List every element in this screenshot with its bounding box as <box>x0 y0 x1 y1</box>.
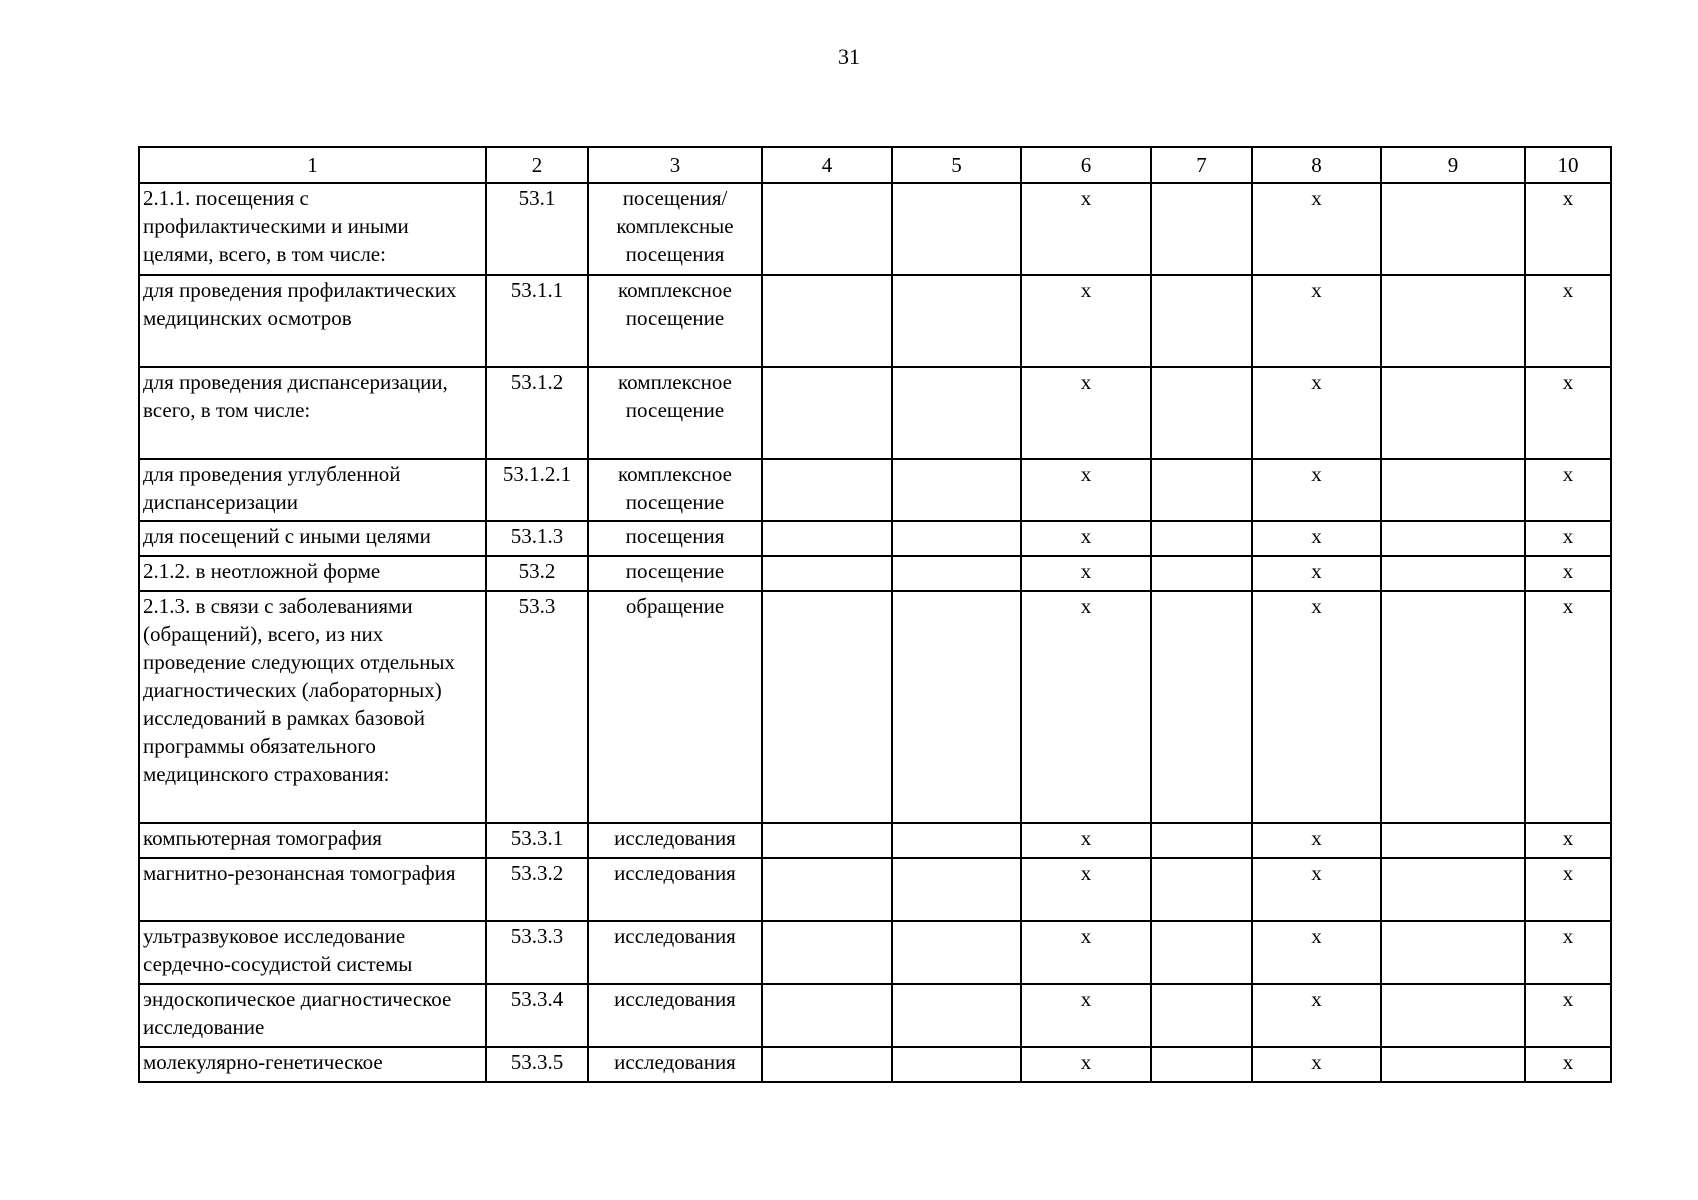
table-row <box>139 1047 1611 1082</box>
x-cell: х <box>1525 367 1611 459</box>
empty-cell <box>1381 823 1525 858</box>
empty-cell <box>892 1047 1021 1082</box>
table-row <box>139 183 1611 275</box>
table-row <box>139 823 1611 858</box>
x-cell: х <box>1252 984 1381 1047</box>
empty-cell <box>1151 823 1252 858</box>
row-name-cell: компьютерная томография <box>139 823 486 858</box>
x-cell: х <box>1525 823 1611 858</box>
row-code-cell: 53.3.2 <box>486 858 588 921</box>
empty-cell <box>1381 556 1525 591</box>
row-code-cell: 53.2 <box>486 556 588 591</box>
empty-cell <box>892 984 1021 1047</box>
row-code-cell: 53.3.1 <box>486 823 588 858</box>
x-cell: х <box>1525 591 1611 823</box>
row-name-cell: для проведения диспансеризации, всего, в том числе: <box>139 367 486 459</box>
x-cell: х <box>1252 556 1381 591</box>
empty-cell <box>892 367 1021 459</box>
row-name-cell: магнитно-резонансная томография <box>139 858 486 921</box>
empty-cell <box>892 521 1021 556</box>
empty-cell <box>762 521 892 556</box>
x-cell: х <box>1252 1047 1381 1082</box>
row-name-cell: молекулярно-генетическое <box>139 1047 486 1082</box>
x-cell: х <box>1525 858 1611 921</box>
empty-cell <box>762 823 892 858</box>
empty-cell <box>1381 183 1525 275</box>
x-cell: х <box>1252 367 1381 459</box>
header-cell: 1 <box>139 147 486 183</box>
header-cell: 6 <box>1021 147 1151 183</box>
row-code-cell: 53.3.3 <box>486 921 588 984</box>
row-code-cell: 53.1 <box>486 183 588 275</box>
header-row <box>139 147 1611 183</box>
empty-cell <box>762 556 892 591</box>
row-unit-cell: посещение <box>588 556 762 591</box>
row-code-cell: 53.1.1 <box>486 275 588 367</box>
row-code-cell: 53.3 <box>486 591 588 823</box>
x-cell: х <box>1252 591 1381 823</box>
row-unit-cell: исследования <box>588 1047 762 1082</box>
x-cell: х <box>1021 183 1151 275</box>
row-unit-cell: посещения <box>588 521 762 556</box>
row-unit-cell: обращение <box>588 591 762 823</box>
empty-cell <box>1151 521 1252 556</box>
empty-cell <box>892 823 1021 858</box>
row-name-cell: для проведения профилактических медицинских осмотров <box>139 275 486 367</box>
header-cell: 7 <box>1151 147 1252 183</box>
empty-cell <box>1151 275 1252 367</box>
x-cell: х <box>1252 921 1381 984</box>
x-cell: х <box>1021 275 1151 367</box>
row-name-cell: эндоскопическое диагностическое исследование <box>139 984 486 1047</box>
header-cell: 5 <box>892 147 1021 183</box>
x-cell: х <box>1021 521 1151 556</box>
empty-cell <box>762 984 892 1047</box>
x-cell: х <box>1252 521 1381 556</box>
empty-cell <box>1381 858 1525 921</box>
table-row <box>139 459 1611 521</box>
row-unit-cell: посещения/ комплексные посещения <box>588 183 762 275</box>
header-cell: 2 <box>486 147 588 183</box>
empty-cell <box>762 921 892 984</box>
x-cell: х <box>1021 367 1151 459</box>
row-unit-cell: исследования <box>588 984 762 1047</box>
row-unit-cell: комплексное посещение <box>588 459 762 521</box>
x-cell: х <box>1021 858 1151 921</box>
x-cell: х <box>1021 823 1151 858</box>
page-number: 31 <box>838 44 860 69</box>
x-cell: х <box>1021 921 1151 984</box>
x-cell: х <box>1525 521 1611 556</box>
table-row <box>139 556 1611 591</box>
empty-cell <box>892 591 1021 823</box>
x-cell: х <box>1021 984 1151 1047</box>
x-cell: х <box>1525 459 1611 521</box>
empty-cell <box>1381 521 1525 556</box>
table-row <box>139 921 1611 984</box>
x-cell: х <box>1525 556 1611 591</box>
empty-cell <box>1151 984 1252 1047</box>
empty-cell <box>1151 367 1252 459</box>
table-row <box>139 521 1611 556</box>
empty-cell <box>762 858 892 921</box>
empty-cell <box>892 921 1021 984</box>
header-cell: 8 <box>1252 147 1381 183</box>
table-row <box>139 858 1611 921</box>
table-row <box>139 275 1611 367</box>
empty-cell <box>762 1047 892 1082</box>
empty-cell <box>1151 1047 1252 1082</box>
empty-cell <box>892 556 1021 591</box>
x-cell: х <box>1252 183 1381 275</box>
x-cell: х <box>1252 459 1381 521</box>
x-cell: х <box>1525 1047 1611 1082</box>
empty-cell <box>892 459 1021 521</box>
empty-cell <box>1381 921 1525 984</box>
x-cell: х <box>1252 858 1381 921</box>
row-name-cell: 2.1.1. посещения с профилактическими и иными целями, всего, в том числе: <box>139 183 486 275</box>
empty-cell <box>1381 367 1525 459</box>
row-unit-cell: комплексное посещение <box>588 275 762 367</box>
row-unit-cell: комплексное посещение <box>588 367 762 459</box>
empty-cell <box>1151 556 1252 591</box>
row-code-cell: 53.3.4 <box>486 984 588 1047</box>
data-table <box>138 146 1612 1083</box>
row-unit-cell: исследования <box>588 921 762 984</box>
empty-cell <box>762 275 892 367</box>
x-cell: х <box>1021 1047 1151 1082</box>
empty-cell <box>892 858 1021 921</box>
empty-cell <box>1381 591 1525 823</box>
row-unit-cell: исследования <box>588 858 762 921</box>
row-code-cell: 53.1.2.1 <box>486 459 588 521</box>
row-name-cell: 2.1.3. в связи с заболеваниями (обращений), всего, из них проведение следующих отдельных диагностических (лабораторных) исследований в рамках базовой программы обязательного медицинского страхования: <box>139 591 486 823</box>
row-name-cell: для посещений с иными целями <box>139 521 486 556</box>
row-code-cell: 53.3.5 <box>486 1047 588 1082</box>
x-cell: х <box>1021 459 1151 521</box>
row-code-cell: 53.1.3 <box>486 521 588 556</box>
empty-cell <box>762 367 892 459</box>
header-cell: 4 <box>762 147 892 183</box>
empty-cell <box>1151 459 1252 521</box>
header-cell: 10 <box>1525 147 1611 183</box>
row-code-cell: 53.1.2 <box>486 367 588 459</box>
empty-cell <box>1151 183 1252 275</box>
x-cell: х <box>1525 275 1611 367</box>
x-cell: х <box>1252 823 1381 858</box>
empty-cell <box>1381 275 1525 367</box>
row-unit-cell: исследования <box>588 823 762 858</box>
empty-cell <box>1151 921 1252 984</box>
empty-cell <box>1381 459 1525 521</box>
row-name-cell: 2.1.2. в неотложной форме <box>139 556 486 591</box>
x-cell: х <box>1021 556 1151 591</box>
empty-cell <box>1381 1047 1525 1082</box>
table-row <box>139 367 1611 459</box>
empty-cell <box>762 459 892 521</box>
table-row <box>139 984 1611 1047</box>
header-cell: 3 <box>588 147 762 183</box>
x-cell: х <box>1252 275 1381 367</box>
x-cell: х <box>1525 183 1611 275</box>
row-name-cell: для проведения углубленной диспансеризации <box>139 459 486 521</box>
x-cell: х <box>1525 921 1611 984</box>
empty-cell <box>762 591 892 823</box>
row-name-cell: ультразвуковое исследование сердечно-сосудистой системы <box>139 921 486 984</box>
empty-cell <box>892 183 1021 275</box>
empty-cell <box>1151 858 1252 921</box>
empty-cell <box>762 183 892 275</box>
empty-cell <box>1381 984 1525 1047</box>
x-cell: х <box>1021 591 1151 823</box>
header-cell: 9 <box>1381 147 1525 183</box>
empty-cell <box>892 275 1021 367</box>
empty-cell <box>1151 591 1252 823</box>
x-cell: х <box>1525 984 1611 1047</box>
table-row <box>139 591 1611 823</box>
